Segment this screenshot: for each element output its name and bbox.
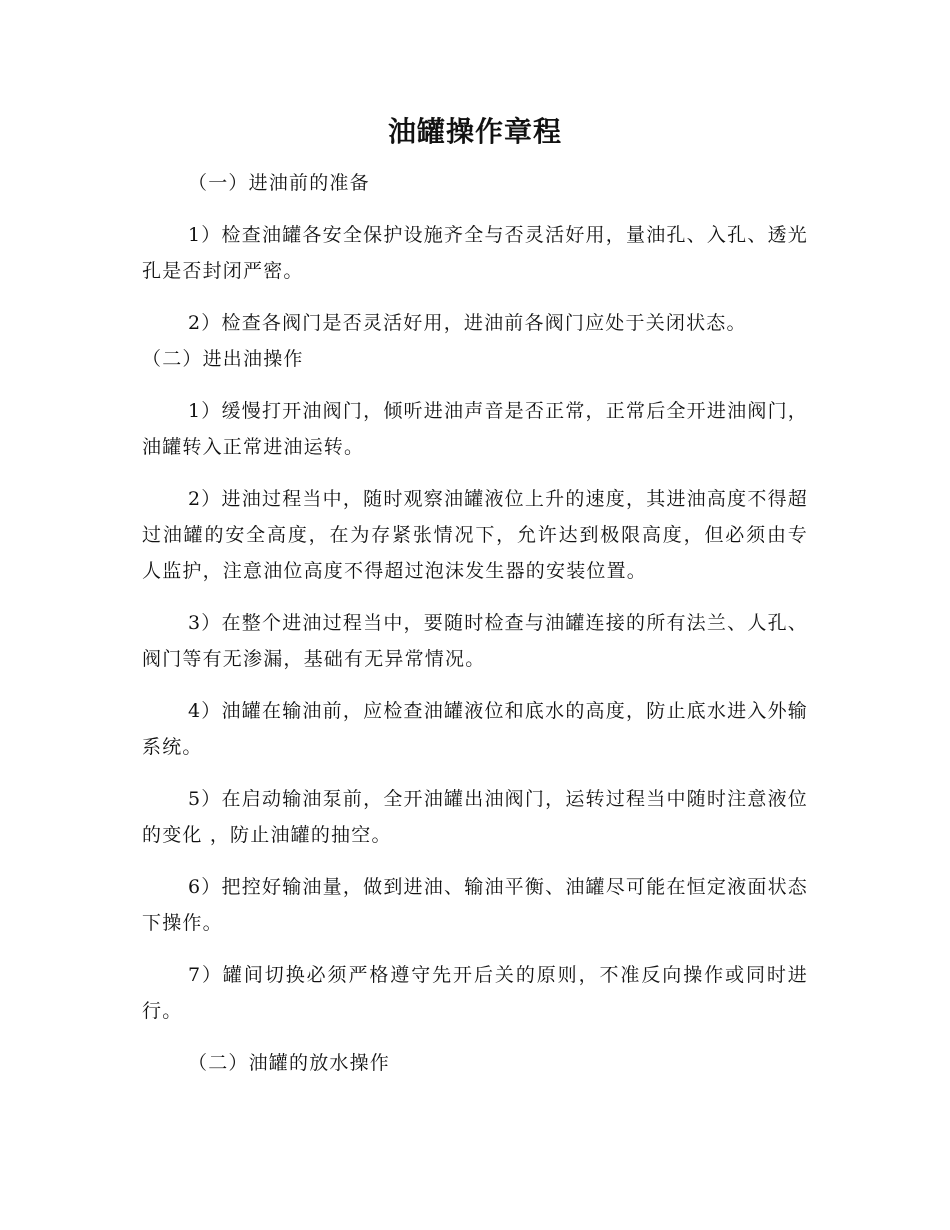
paragraph: 2）进油过程当中，随时观察油罐液位上升的速度，其进油高度不得超过油罐的安全高度，在为存紧张情况下，允许达到极限高度，但必须由专人监护，注意油位高度不得超过泡沫发生器的安装位置。 (142, 488, 808, 582)
paragraph: 6）把控好输油量，做到进油、输油平衡、油罐尽可能在恒定液面状态下操作。 (142, 876, 808, 934)
section-heading-preparation: （一）进油前的准备 (188, 172, 370, 194)
document-body (142, 165, 808, 1081)
page-title: 油罐操作章程 (387, 115, 562, 148)
paragraph: 3）在整个进油过程当中，要随时检查与油罐连接的所有法兰、人孔、阀门等有无渗漏，基础有无异常情况。 (142, 612, 808, 670)
paragraph: 1）缓慢打开油阀门，倾听进油声音是否正常，正常后全开进油阀门，油罐转入正常进油运转。 (142, 400, 808, 458)
section-heading-drainage: （二）油罐的放水操作 (188, 1052, 391, 1074)
section-heading-operation: （二）进出油操作 (142, 348, 304, 370)
paragraph: 2）检查各阀门是否灵活好用，进油前各阀门应处于关闭状态。 (188, 312, 747, 334)
paragraph: 7）罐间切换必须严格遵守先开后关的原则，不准反向操作或同时进行。 (142, 964, 808, 1022)
paragraph: 4）油罐在输油前，应检查油罐液位和底水的高度，防止底水进入外输系统。 (142, 700, 808, 758)
paragraph: 1）检查油罐各安全保护设施齐全与否灵活好用，量油孔、入孔、透光孔是否封闭严密。 (142, 224, 808, 282)
paragraph: 5）在启动输油泵前，全开油罐出油阀门，运转过程当中随时注意液位的变化 ，防止油罐的抽空。 (142, 788, 808, 846)
